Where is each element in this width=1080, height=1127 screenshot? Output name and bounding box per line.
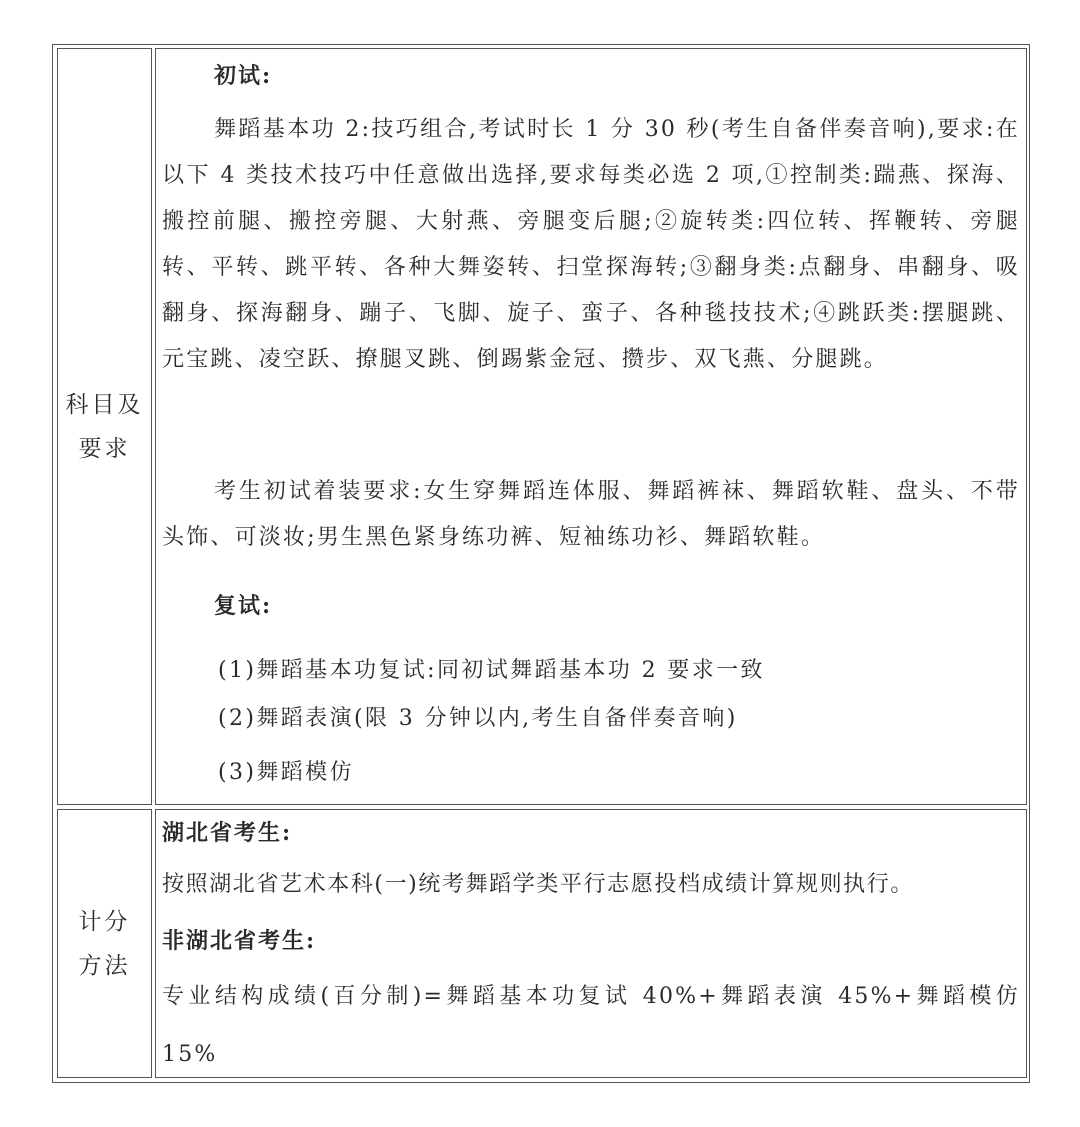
- retest-item: (2)舞蹈表演(限 3 分钟以内,考生自备伴奏音响): [218, 706, 738, 731]
- retest-item: (3)舞蹈模仿: [218, 760, 354, 785]
- table-row-scoring: [53, 809, 1029, 1078]
- row-label-line: 科目及: [65, 391, 144, 418]
- row-label-line: 方法: [78, 952, 131, 979]
- non-hubei-heading: 非湖北省考生:: [162, 928, 317, 954]
- retest-heading: 复试:: [214, 593, 273, 619]
- initial-test-heading: 初试:: [214, 63, 273, 89]
- retest-item: (1)舞蹈基本功复试:同初试舞蹈基本功 2 要求一致: [218, 658, 765, 683]
- hubei-scoring-text: 按照湖北省艺术本科(一)统考舞蹈学类平行志愿投档成绩计算规则执行。: [162, 872, 914, 897]
- initial-test-dress-code: 考生初试着装要求:女生穿舞蹈连体服、舞蹈裤袜、舞蹈软鞋、盘头、不带头饰、可淡妆;男生黑色紧身练功裤、短袖练功衫、舞蹈软鞋。: [162, 479, 1020, 550]
- hubei-heading: 湖北省考生:: [162, 820, 293, 846]
- row-label-scoring: [57, 809, 152, 1078]
- table-row-subjects: [53, 48, 1029, 805]
- row-content-scoring: [155, 809, 1027, 1078]
- row-content-subjects: [155, 48, 1027, 805]
- non-hubei-scoring-text: 专业结构成绩(百分制)=舞蹈基本功复试 40%+舞蹈表演 45%+舞蹈模仿 15%: [162, 984, 1020, 1067]
- row-label-subjects: [57, 48, 152, 805]
- initial-test-paragraph: 舞蹈基本功 2:技巧组合,考试时长 1 分 30 秒(考生自备伴奏音响),要求:在以下 4 类技术技巧中任意做出选择,要求每类必选 2 项,①控制类:踹燕、探海、搬控前腿、搬控旁腿、大射燕、旁腿变后腿;②旋转类:四位转、挥鞭转、旁腿转、平转、跳平转、各种大舞姿转、扫堂探海转;③翻身类:点翻身、串翻身、吸翻身、探海翻身、蹦子、飞脚、旋子、蛮子、各种毯技技术;④跳跃类:摆腿跳、元宝跳、凌空跃、撩腿叉跳、倒踢紫金冠、攒步、双飞燕、分腿跳。: [162, 117, 1020, 372]
- row-label-line: 要求: [78, 435, 131, 462]
- row-label-line: 计分: [78, 908, 131, 935]
- requirements-table: [52, 44, 1030, 1083]
